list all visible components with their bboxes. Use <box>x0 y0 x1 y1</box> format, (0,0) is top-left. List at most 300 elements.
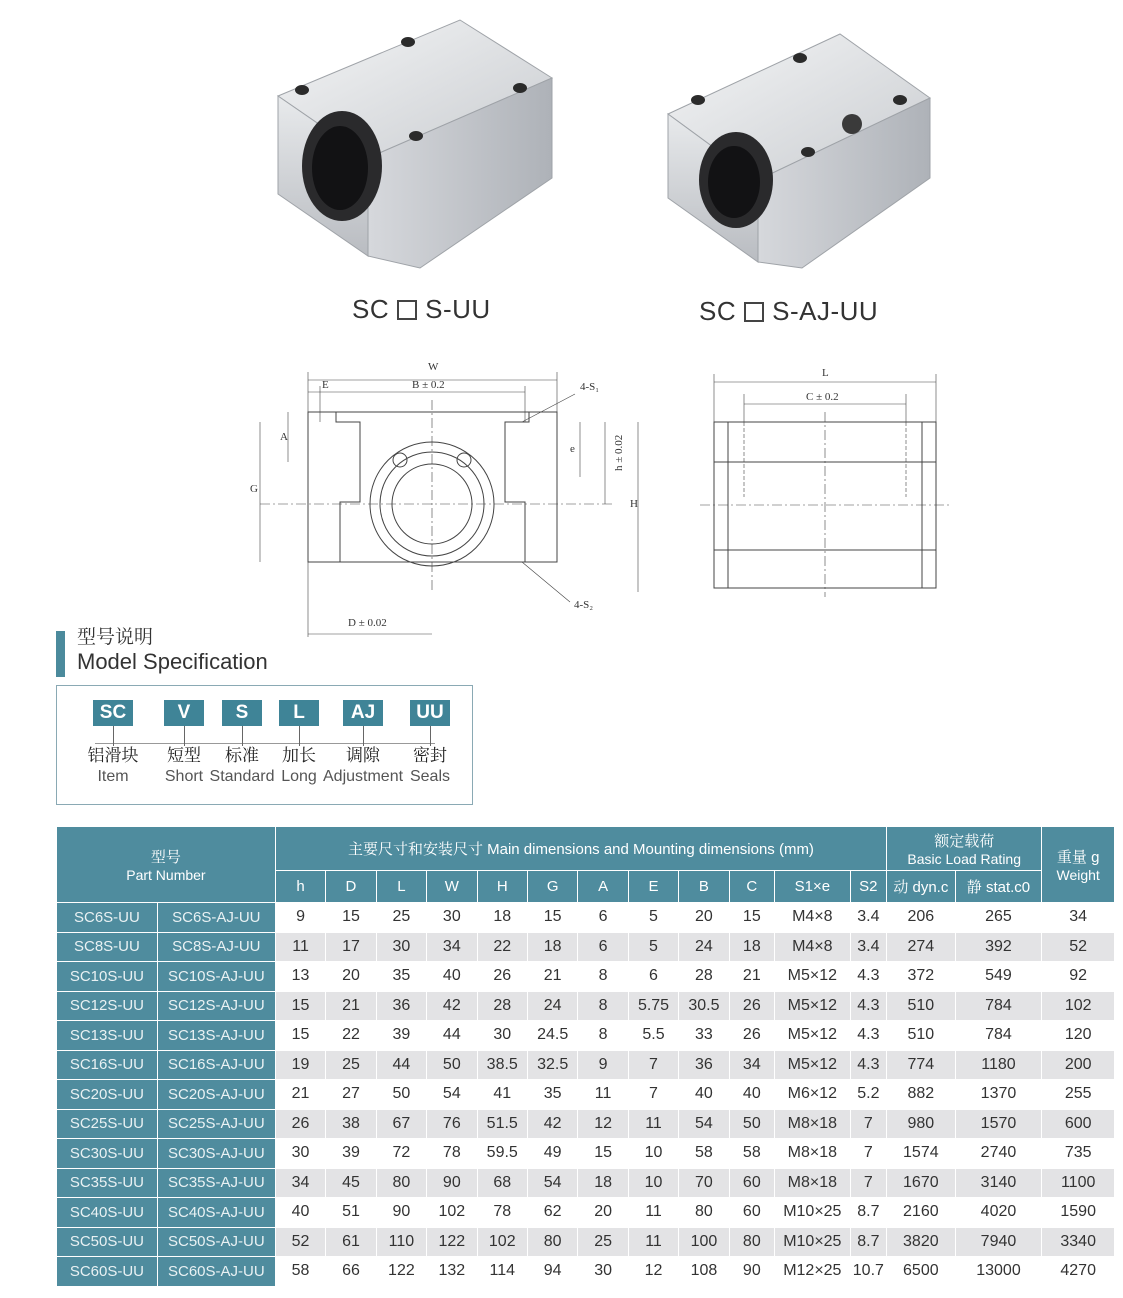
value-cell: 1100 <box>1042 1168 1115 1198</box>
value-cell: 122 <box>376 1257 426 1287</box>
spec-code: V <box>164 700 204 726</box>
value-cell: 735 <box>1042 1139 1115 1169</box>
spec-cn: 加长 <box>282 746 316 765</box>
value-cell: 90 <box>729 1257 774 1287</box>
value-cell: 1574 <box>887 1139 956 1169</box>
value-cell: 4.3 <box>850 962 886 992</box>
dim-label-c: C ± 0.2 <box>806 391 839 403</box>
col-header: E <box>628 871 678 903</box>
value-cell: 80 <box>679 1198 729 1228</box>
part-number-cell: SC12S-UU <box>57 991 158 1021</box>
part-number-cell: SC30S-AJ-UU <box>157 1139 275 1169</box>
value-cell: 70 <box>679 1168 729 1198</box>
value-cell: 30 <box>376 932 426 962</box>
value-cell: 90 <box>376 1198 426 1228</box>
value-cell: 61 <box>326 1227 376 1257</box>
value-cell: 44 <box>376 1050 426 1080</box>
table-row <box>57 1050 1115 1080</box>
part-number-cell: SC6S-AJ-UU <box>157 903 275 933</box>
value-cell: 15 <box>275 991 325 1021</box>
value-cell: 102 <box>477 1227 527 1257</box>
value-cell: M4×8 <box>775 932 851 962</box>
header-load-rating <box>887 827 1042 871</box>
header-weight-cn: 重量 g <box>1056 849 1100 866</box>
value-cell: 102 <box>427 1198 477 1228</box>
value-cell: 7 <box>850 1139 886 1169</box>
spec-cn: 铝滑块 <box>87 746 139 765</box>
value-cell: 58 <box>729 1139 774 1169</box>
value-cell: 10 <box>628 1139 678 1169</box>
caption-prefix: SC <box>699 296 737 326</box>
value-cell: 36 <box>679 1050 729 1080</box>
value-cell: 24.5 <box>527 1021 577 1051</box>
value-cell: 41 <box>477 1080 527 1110</box>
value-cell: 15 <box>729 903 774 933</box>
product-photo-sc-s-aj-uu <box>662 28 937 273</box>
spec-item-sc <box>87 700 139 788</box>
value-cell: 9 <box>275 903 325 933</box>
spec-cn: 短型 <box>167 746 201 765</box>
value-cell: 26 <box>477 962 527 992</box>
value-cell: 18 <box>527 932 577 962</box>
spec-item-s <box>209 700 275 788</box>
part-number-cell: SC40S-AJ-UU <box>157 1198 275 1228</box>
value-cell: 3.4 <box>850 903 886 933</box>
value-cell: 15 <box>527 903 577 933</box>
value-cell: 108 <box>679 1257 729 1287</box>
front-view-drawing <box>240 352 660 642</box>
table-row <box>57 991 1115 1021</box>
value-cell: 102 <box>1042 991 1115 1021</box>
value-cell: 21 <box>326 991 376 1021</box>
table-row <box>57 1198 1115 1228</box>
dim-label-d: D ± 0.02 <box>348 617 387 629</box>
value-cell: 34 <box>275 1168 325 1198</box>
value-cell: 26 <box>275 1109 325 1139</box>
value-cell: 9 <box>578 1050 628 1080</box>
heading-accent-bar <box>56 631 65 677</box>
table-row <box>57 1109 1115 1139</box>
value-cell: 265 <box>955 903 1042 933</box>
value-cell: 52 <box>275 1227 325 1257</box>
table-row <box>57 1227 1115 1257</box>
value-cell: 100 <box>679 1227 729 1257</box>
part-number-cell: SC10S-UU <box>57 962 158 992</box>
value-cell: 10 <box>628 1168 678 1198</box>
value-cell: 54 <box>527 1168 577 1198</box>
value-cell: 39 <box>376 1021 426 1051</box>
caption-prefix: SC <box>352 294 390 324</box>
value-cell: 80 <box>729 1227 774 1257</box>
value-cell: 11 <box>275 932 325 962</box>
value-cell: 39 <box>326 1139 376 1169</box>
value-cell: 30.5 <box>679 991 729 1021</box>
value-cell: 38 <box>326 1109 376 1139</box>
value-cell: 26 <box>729 991 774 1021</box>
dim-label-e-small: e <box>570 443 575 455</box>
value-cell: 21 <box>527 962 577 992</box>
spec-en: Seals <box>409 768 451 785</box>
spec-en: Item <box>97 768 129 785</box>
dim-label-l: L <box>822 367 829 379</box>
value-cell: 54 <box>679 1109 729 1139</box>
header-load-en: Basic Load Rating <box>907 851 1022 867</box>
part-number-cell: SC8S-UU <box>57 932 158 962</box>
value-cell: 8 <box>578 962 628 992</box>
value-cell: 7 <box>850 1109 886 1139</box>
spec-en: Short <box>164 768 204 785</box>
value-cell: 49 <box>527 1139 577 1169</box>
value-cell: 15 <box>275 1021 325 1051</box>
value-cell: 25 <box>326 1050 376 1080</box>
value-cell: 255 <box>1042 1080 1115 1110</box>
value-cell: 1370 <box>955 1080 1042 1110</box>
value-cell: 58 <box>679 1139 729 1169</box>
value-cell: 35 <box>527 1080 577 1110</box>
part-number-cell: SC30S-UU <box>57 1139 158 1169</box>
part-number-cell: SC25S-AJ-UU <box>157 1109 275 1139</box>
header-main-dims: 主要尺寸和安装尺寸 Main dimensions and Mounting dimensions (mm) <box>275 827 886 871</box>
part-number-cell: SC60S-AJ-UU <box>157 1257 275 1287</box>
table-row <box>57 1021 1115 1051</box>
heading-cn: 型号说明 <box>77 627 154 648</box>
spec-code: SC <box>93 700 133 726</box>
spec-code: AJ <box>343 700 383 726</box>
value-cell: 2740 <box>955 1139 1042 1169</box>
model-spec-box <box>56 685 473 805</box>
value-cell: 549 <box>955 962 1042 992</box>
table-row <box>57 1257 1115 1287</box>
value-cell: M6×12 <box>775 1080 851 1110</box>
value-cell: 60 <box>729 1198 774 1228</box>
value-cell: 51 <box>326 1198 376 1228</box>
value-cell: 34 <box>1042 903 1115 933</box>
value-cell: 510 <box>887 1021 956 1051</box>
part-number-cell: SC40S-UU <box>57 1198 158 1228</box>
part-number-cell: SC12S-AJ-UU <box>157 991 275 1021</box>
value-cell: 600 <box>1042 1109 1115 1139</box>
table-row <box>57 962 1115 992</box>
product-photo-sc-s-uu <box>270 18 570 273</box>
value-cell: M5×12 <box>775 1050 851 1080</box>
value-cell: 62 <box>527 1198 577 1228</box>
dim-label-h: H <box>630 498 638 510</box>
value-cell: 132 <box>427 1257 477 1287</box>
value-cell: 18 <box>477 903 527 933</box>
col-header: B <box>679 871 729 903</box>
value-cell: 15 <box>326 903 376 933</box>
value-cell: 5.5 <box>628 1021 678 1051</box>
value-cell: 510 <box>887 991 956 1021</box>
spec-cn: 密封 <box>413 746 447 765</box>
value-cell: 15 <box>578 1139 628 1169</box>
col-header: C <box>729 871 774 903</box>
spec-tick <box>430 726 431 746</box>
value-cell: 4020 <box>955 1198 1042 1228</box>
dim-label-w: W <box>428 361 439 373</box>
part-number-cell: SC16S-AJ-UU <box>157 1050 275 1080</box>
table-row <box>57 1139 1115 1169</box>
col-header: A <box>578 871 628 903</box>
value-cell: 4270 <box>1042 1257 1115 1287</box>
value-cell: 67 <box>376 1109 426 1139</box>
dim-label-s2: 4-S₂ <box>574 599 594 611</box>
value-cell: 3140 <box>955 1168 1042 1198</box>
value-cell: 206 <box>887 903 956 933</box>
col-header: W <box>427 871 477 903</box>
value-cell: 27 <box>326 1080 376 1110</box>
value-cell: 58 <box>275 1257 325 1287</box>
value-cell: 78 <box>477 1198 527 1228</box>
value-cell: 1180 <box>955 1050 1042 1080</box>
value-cell: 7940 <box>955 1227 1042 1257</box>
col-header: S1×e <box>775 871 851 903</box>
value-cell: 6 <box>578 903 628 933</box>
value-cell: 30 <box>275 1139 325 1169</box>
spec-tick <box>299 726 300 746</box>
part-number-cell: SC20S-UU <box>57 1080 158 1110</box>
part-number-cell: SC60S-UU <box>57 1257 158 1287</box>
heading-en: Model Specification <box>77 649 268 674</box>
col-header: S2 <box>850 871 886 903</box>
spec-en: Adjustment <box>323 768 404 785</box>
value-cell: 45 <box>326 1168 376 1198</box>
spec-en: Long <box>281 768 317 785</box>
value-cell: 94 <box>527 1257 577 1287</box>
value-cell: 8.7 <box>850 1198 886 1228</box>
value-cell: 7 <box>628 1080 678 1110</box>
spec-item-uu <box>405 700 455 788</box>
spec-cn: 标准 <box>225 746 259 765</box>
value-cell: 8 <box>578 991 628 1021</box>
value-cell: 120 <box>1042 1021 1115 1051</box>
col-header: L <box>376 871 426 903</box>
value-cell: 32.5 <box>527 1050 577 1080</box>
value-cell: 882 <box>887 1080 956 1110</box>
value-cell: 21 <box>729 962 774 992</box>
value-cell: 200 <box>1042 1050 1115 1080</box>
value-cell: 40 <box>275 1198 325 1228</box>
value-cell: 13 <box>275 962 325 992</box>
value-cell: 3340 <box>1042 1227 1115 1257</box>
header-part-number-en: Part Number <box>126 867 206 883</box>
value-cell: M10×25 <box>775 1198 851 1228</box>
part-number-cell: SC20S-AJ-UU <box>157 1080 275 1110</box>
value-cell: 80 <box>376 1168 426 1198</box>
value-cell: 4.3 <box>850 991 886 1021</box>
spec-item-v <box>159 700 209 788</box>
header-part-number <box>57 827 276 903</box>
value-cell: 90 <box>427 1168 477 1198</box>
value-cell: 80 <box>527 1227 577 1257</box>
value-cell: 50 <box>427 1050 477 1080</box>
value-cell: 42 <box>427 991 477 1021</box>
part-number-cell: SC10S-AJ-UU <box>157 962 275 992</box>
value-cell: 8 <box>578 1021 628 1051</box>
value-cell: 372 <box>887 962 956 992</box>
value-cell: 7 <box>850 1168 886 1198</box>
part-number-cell: SC8S-AJ-UU <box>157 932 275 962</box>
value-cell: 24 <box>527 991 577 1021</box>
value-cell: 28 <box>477 991 527 1021</box>
value-cell: 20 <box>679 903 729 933</box>
spec-tick <box>184 726 185 746</box>
value-cell: 33 <box>679 1021 729 1051</box>
value-cell: 12 <box>628 1257 678 1287</box>
value-cell: 5 <box>628 932 678 962</box>
spec-tick <box>113 726 114 746</box>
value-cell: 784 <box>955 1021 1042 1051</box>
value-cell: 11 <box>628 1109 678 1139</box>
value-cell: 20 <box>326 962 376 992</box>
product-caption-left <box>352 294 491 325</box>
value-cell: 22 <box>326 1021 376 1051</box>
value-cell: 6 <box>628 962 678 992</box>
dim-label-a: A <box>280 431 288 443</box>
value-cell: 76 <box>427 1109 477 1139</box>
value-cell: 20 <box>578 1198 628 1228</box>
value-cell: 40 <box>679 1080 729 1110</box>
value-cell: 122 <box>427 1227 477 1257</box>
value-cell: 66 <box>326 1257 376 1287</box>
spec-code: UU <box>410 700 450 726</box>
value-cell: 50 <box>729 1109 774 1139</box>
value-cell: 1670 <box>887 1168 956 1198</box>
value-cell: 30 <box>578 1257 628 1287</box>
value-cell: M5×12 <box>775 962 851 992</box>
value-cell: 3820 <box>887 1227 956 1257</box>
table-body <box>57 903 1115 1287</box>
value-cell: 30 <box>427 903 477 933</box>
part-number-cell: SC35S-UU <box>57 1168 158 1198</box>
value-cell: 25 <box>376 903 426 933</box>
value-cell: M5×12 <box>775 991 851 1021</box>
placeholder-box-icon <box>397 300 417 320</box>
spec-code: L <box>279 700 319 726</box>
part-number-cell: SC13S-UU <box>57 1021 158 1051</box>
value-cell: 52 <box>1042 932 1115 962</box>
value-cell: 8.7 <box>850 1227 886 1257</box>
value-cell: 22 <box>477 932 527 962</box>
value-cell: 3.4 <box>850 932 886 962</box>
value-cell: 72 <box>376 1139 426 1169</box>
value-cell: M8×18 <box>775 1139 851 1169</box>
value-cell: M10×25 <box>775 1227 851 1257</box>
header-weight <box>1042 827 1115 903</box>
value-cell: 18 <box>729 932 774 962</box>
dim-label-h-small: h ± 0.02 <box>613 434 625 471</box>
header-load-cn: 额定载荷 <box>934 833 995 850</box>
value-cell: 44 <box>427 1021 477 1051</box>
value-cell: 1590 <box>1042 1198 1115 1228</box>
model-spec-heading <box>56 627 268 677</box>
spec-item-l <box>277 700 321 788</box>
value-cell: 36 <box>376 991 426 1021</box>
part-number-cell: SC16S-UU <box>57 1050 158 1080</box>
value-cell: 25 <box>578 1227 628 1257</box>
value-cell: 11 <box>628 1227 678 1257</box>
value-cell: 2160 <box>887 1198 956 1228</box>
value-cell: 38.5 <box>477 1050 527 1080</box>
value-cell: 110 <box>376 1227 426 1257</box>
value-cell: 59.5 <box>477 1139 527 1169</box>
value-cell: 34 <box>729 1050 774 1080</box>
dim-label-e: E <box>322 379 329 391</box>
spec-tick <box>242 726 243 746</box>
value-cell: 18 <box>578 1168 628 1198</box>
value-cell: 42 <box>527 1109 577 1139</box>
value-cell: 92 <box>1042 962 1115 992</box>
value-cell: 4.3 <box>850 1050 886 1080</box>
value-cell: 60 <box>729 1168 774 1198</box>
value-cell: 5.75 <box>628 991 678 1021</box>
dim-label-b: B ± 0.2 <box>412 379 445 391</box>
value-cell: 13000 <box>955 1257 1042 1287</box>
placeholder-box-icon <box>744 302 764 322</box>
value-cell: 21 <box>275 1080 325 1110</box>
col-header: D <box>326 871 376 903</box>
value-cell: 4.3 <box>850 1021 886 1051</box>
value-cell: 40 <box>729 1080 774 1110</box>
col-header: 动 dyn.c <box>887 871 956 903</box>
spec-tick <box>363 726 364 746</box>
col-header: 静 stat.c0 <box>955 871 1042 903</box>
value-cell: 5 <box>628 903 678 933</box>
header-part-number-cn: 型号 <box>150 849 181 866</box>
dim-label-g: G <box>250 483 258 495</box>
header-weight-en: Weight <box>1056 867 1100 883</box>
value-cell: 68 <box>477 1168 527 1198</box>
part-number-cell: SC13S-AJ-UU <box>157 1021 275 1051</box>
value-cell: 7 <box>628 1050 678 1080</box>
value-cell: 34 <box>427 932 477 962</box>
spec-code: S <box>222 700 262 726</box>
value-cell: 392 <box>955 932 1042 962</box>
value-cell: 50 <box>376 1080 426 1110</box>
value-cell: 26 <box>729 1021 774 1051</box>
value-cell: 774 <box>887 1050 956 1080</box>
value-cell: 12 <box>578 1109 628 1139</box>
value-cell: 6500 <box>887 1257 956 1287</box>
value-cell: 24 <box>679 932 729 962</box>
spec-en: Standard <box>209 768 275 785</box>
part-number-cell: SC50S-UU <box>57 1227 158 1257</box>
value-cell: 54 <box>427 1080 477 1110</box>
part-number-cell: SC6S-UU <box>57 903 158 933</box>
caption-suffix: S-AJ-UU <box>772 296 879 326</box>
part-number-cell: SC35S-AJ-UU <box>157 1168 275 1198</box>
value-cell: M12×25 <box>775 1257 851 1287</box>
table-row <box>57 1168 1115 1198</box>
value-cell: 784 <box>955 991 1042 1021</box>
spec-cn: 调隙 <box>346 746 380 765</box>
table-row <box>57 932 1115 962</box>
value-cell: 5.2 <box>850 1080 886 1110</box>
dim-label-s1: 4-S₁ <box>580 381 600 393</box>
value-cell: 1570 <box>955 1109 1042 1139</box>
value-cell: 17 <box>326 932 376 962</box>
value-cell: 40 <box>427 962 477 992</box>
side-view-drawing <box>700 362 950 602</box>
caption-suffix: S-UU <box>425 294 491 324</box>
value-cell: M8×18 <box>775 1109 851 1139</box>
col-header: H <box>477 871 527 903</box>
value-cell: 78 <box>427 1139 477 1169</box>
value-cell: 980 <box>887 1109 956 1139</box>
value-cell: 11 <box>578 1080 628 1110</box>
value-cell: 10.7 <box>850 1257 886 1287</box>
value-cell: 35 <box>376 962 426 992</box>
